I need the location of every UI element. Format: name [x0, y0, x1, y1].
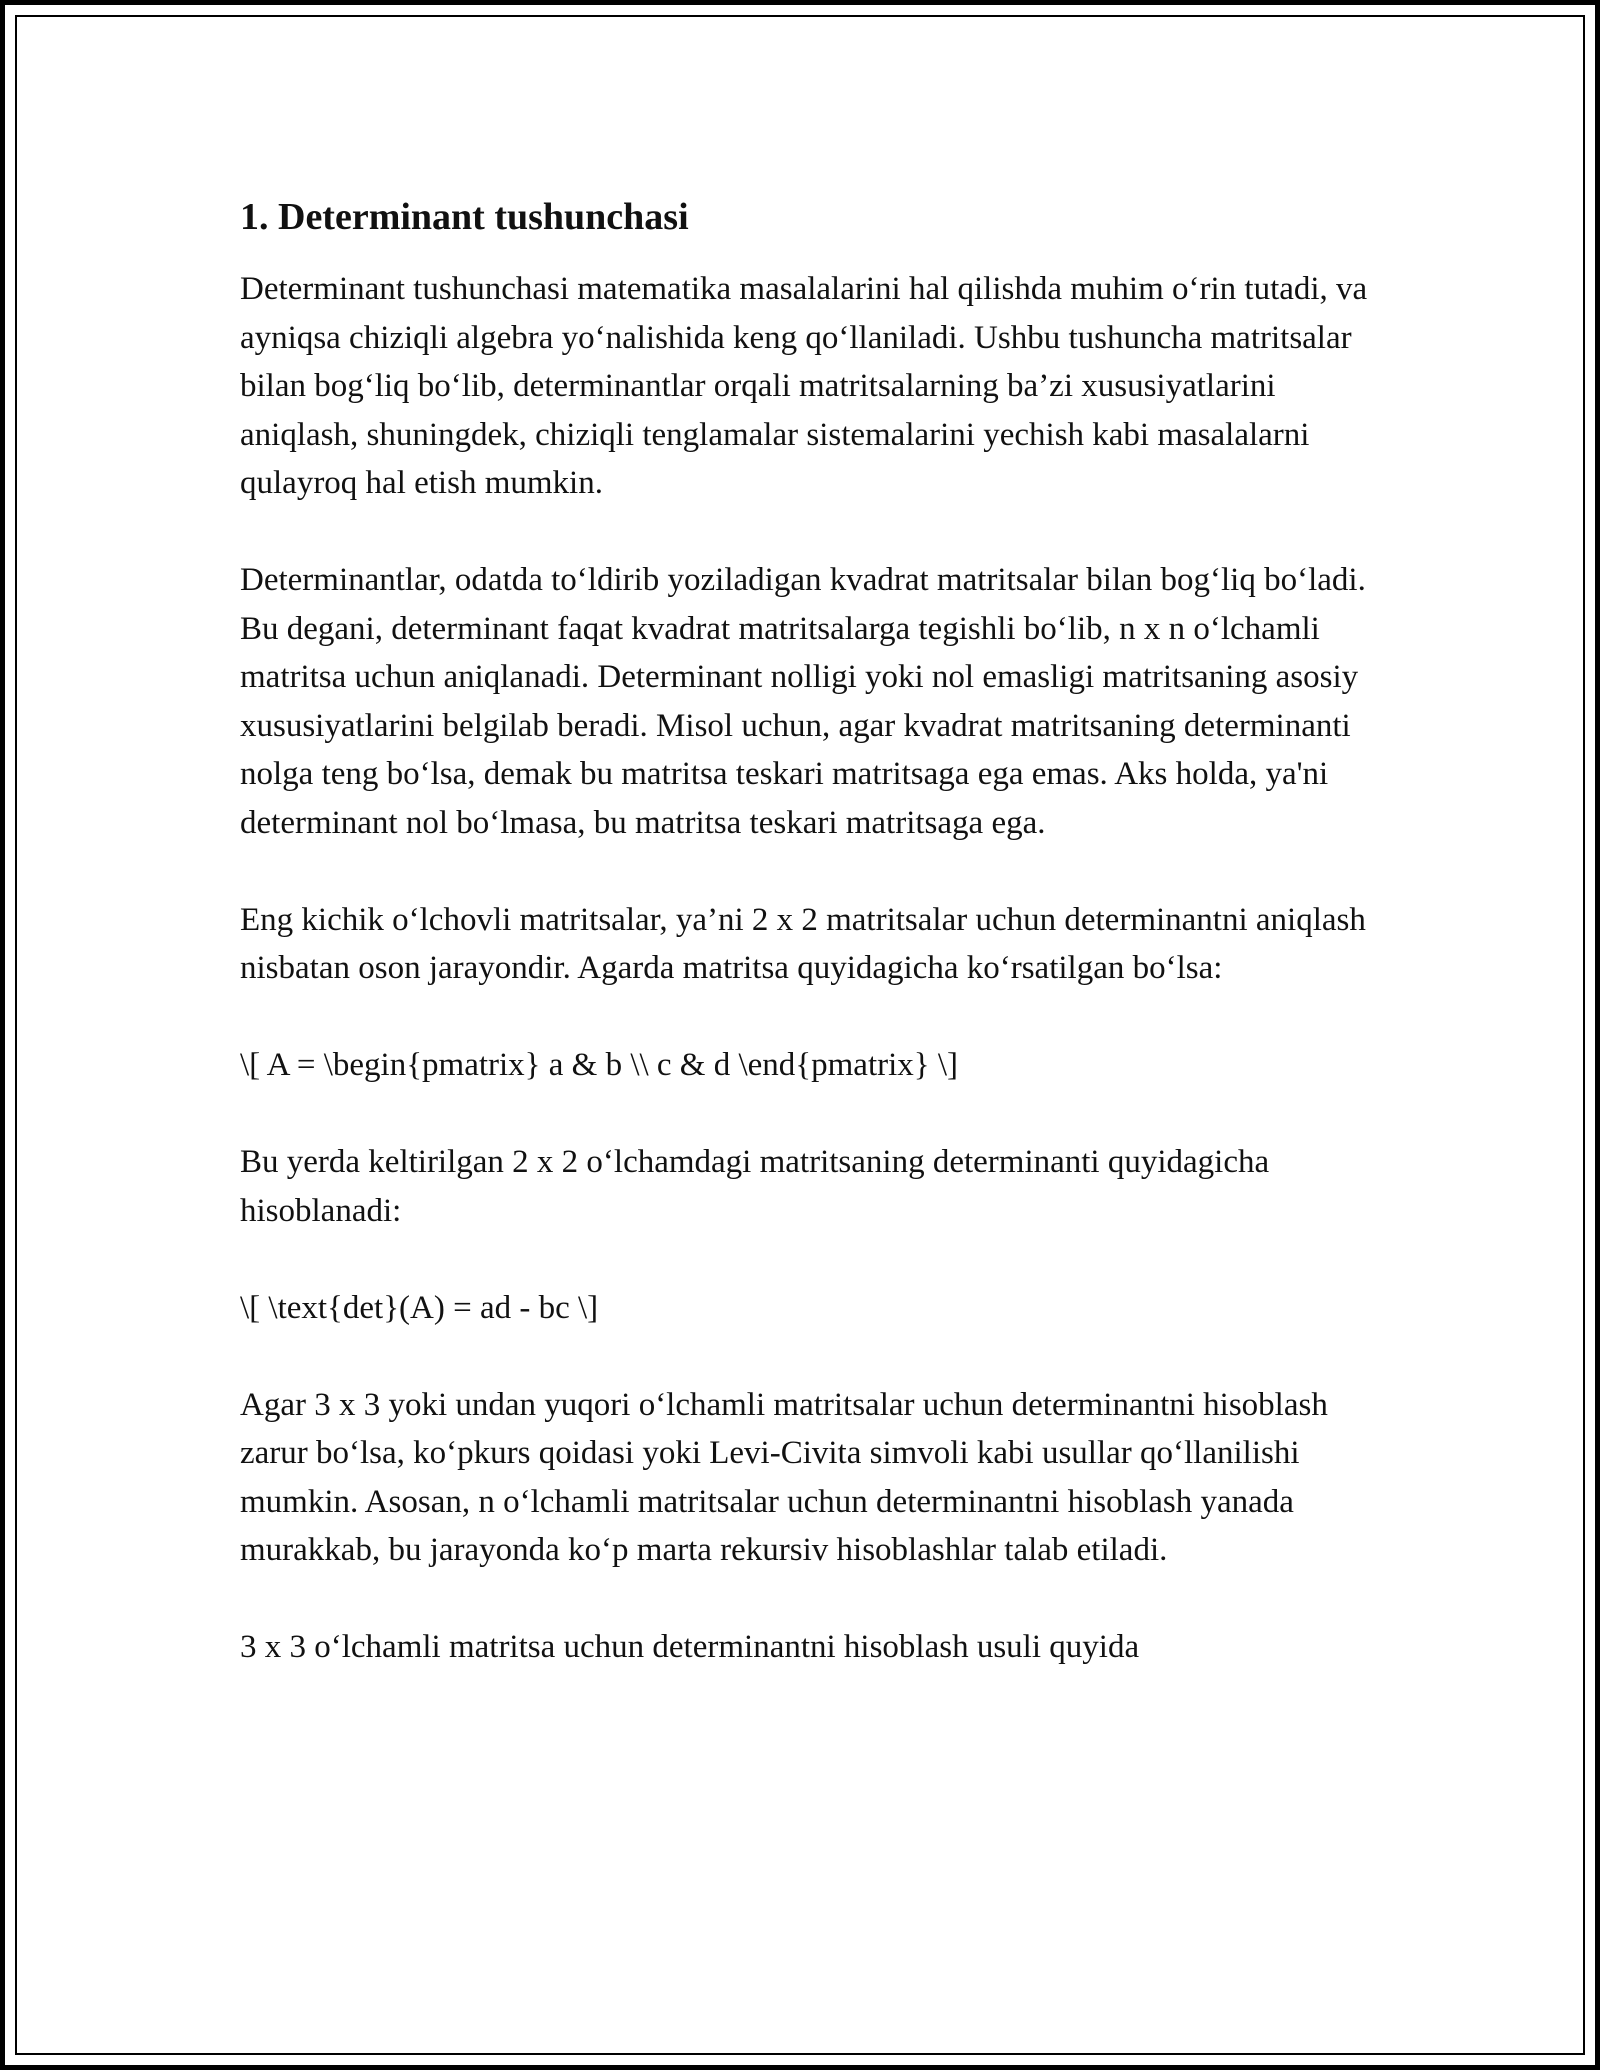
- paragraph-square-matrices: Determinantlar, odatda to‘ldirib yoziladigan kvadrat matritsalar bilan bog‘liq bo‘ladi. Bu degani, determinant faqat kvadrat matritsalarga tegishli bo‘lib, n x n o‘lchamli matritsa uchun aniqlanadi. Determinant nolligi yoki nol emasligi matritsaning asosiy xususiyatlarini belgilab beradi. Misol uchun, agar kvadrat matritsaning determinanti nolga teng bo‘lsa, demak bu matritsa teskari matritsaga ega emas. Aks holda, ya'ni determinant nol bo‘lmasa, bu matritsa teskari matritsaga ega.: [240, 562, 1366, 841]
- paragraph-intro: Determinant tushunchasi matematika masalalarini hal qilishda muhim o‘rin tutadi, va ayniqsa chiziqli algebra yo‘nalishida keng qo‘llaniladi. Ushbu tushuncha matritsalar bilan bog‘liq bo‘lib, determinantlar orqali matritsalarning ba’zi xususiyatlarini aniqlash, shuningdek, chiziqli tenglamalar sistemalarini yechish kabi masalalarni qulayroq hal etish mumkin.: [240, 271, 1368, 501]
- document-body: [240, 193, 1380, 1720]
- paragraph-higher-order: Agar 3 x 3 yoki undan yuqori o‘lchamli matritsalar uchun determinantni hisoblash zarur bo‘lsa, ko‘pkurs qoidasi yoki Levi-Civita simvoli kabi usullar qo‘llanilishi mumkin. Asosan, n o‘lchamli matritsalar uchun determinantni hisoblash yanada murakkab, bu jarayonda ko‘p marta rekursiv hisoblashlar talab etiladi.: [240, 1386, 1328, 1568]
- formula-matrix-a: \[ A = \begin{pmatrix} a & b \\ c & d \end{pmatrix} \]: [240, 1047, 959, 1083]
- paragraph-2x2-determinant: Bu yerda keltirilgan 2 x 2 o‘lchamdagi matritsaning determinanti quyidagicha hisoblanadi:: [240, 1144, 1270, 1229]
- formula-determinant: \[ \text{det}(A) = ad - bc \]: [240, 1289, 599, 1326]
- paragraph-3x3-method: 3 x 3 o‘lchamli matritsa uchun determinantni hisoblash usuli quyida: [240, 1629, 1140, 1665]
- section-heading: 1. Determinant tushunchasi: [240, 196, 689, 238]
- paragraph-2x2-intro: Eng kichik o‘lchovli matritsalar, ya’ni 2 x 2 matritsalar uchun determinantni aniqlash nisbatan oson jarayondir. Agarda matritsa quyidagicha ko‘rsatilgan bo‘lsa:: [240, 901, 1366, 986]
